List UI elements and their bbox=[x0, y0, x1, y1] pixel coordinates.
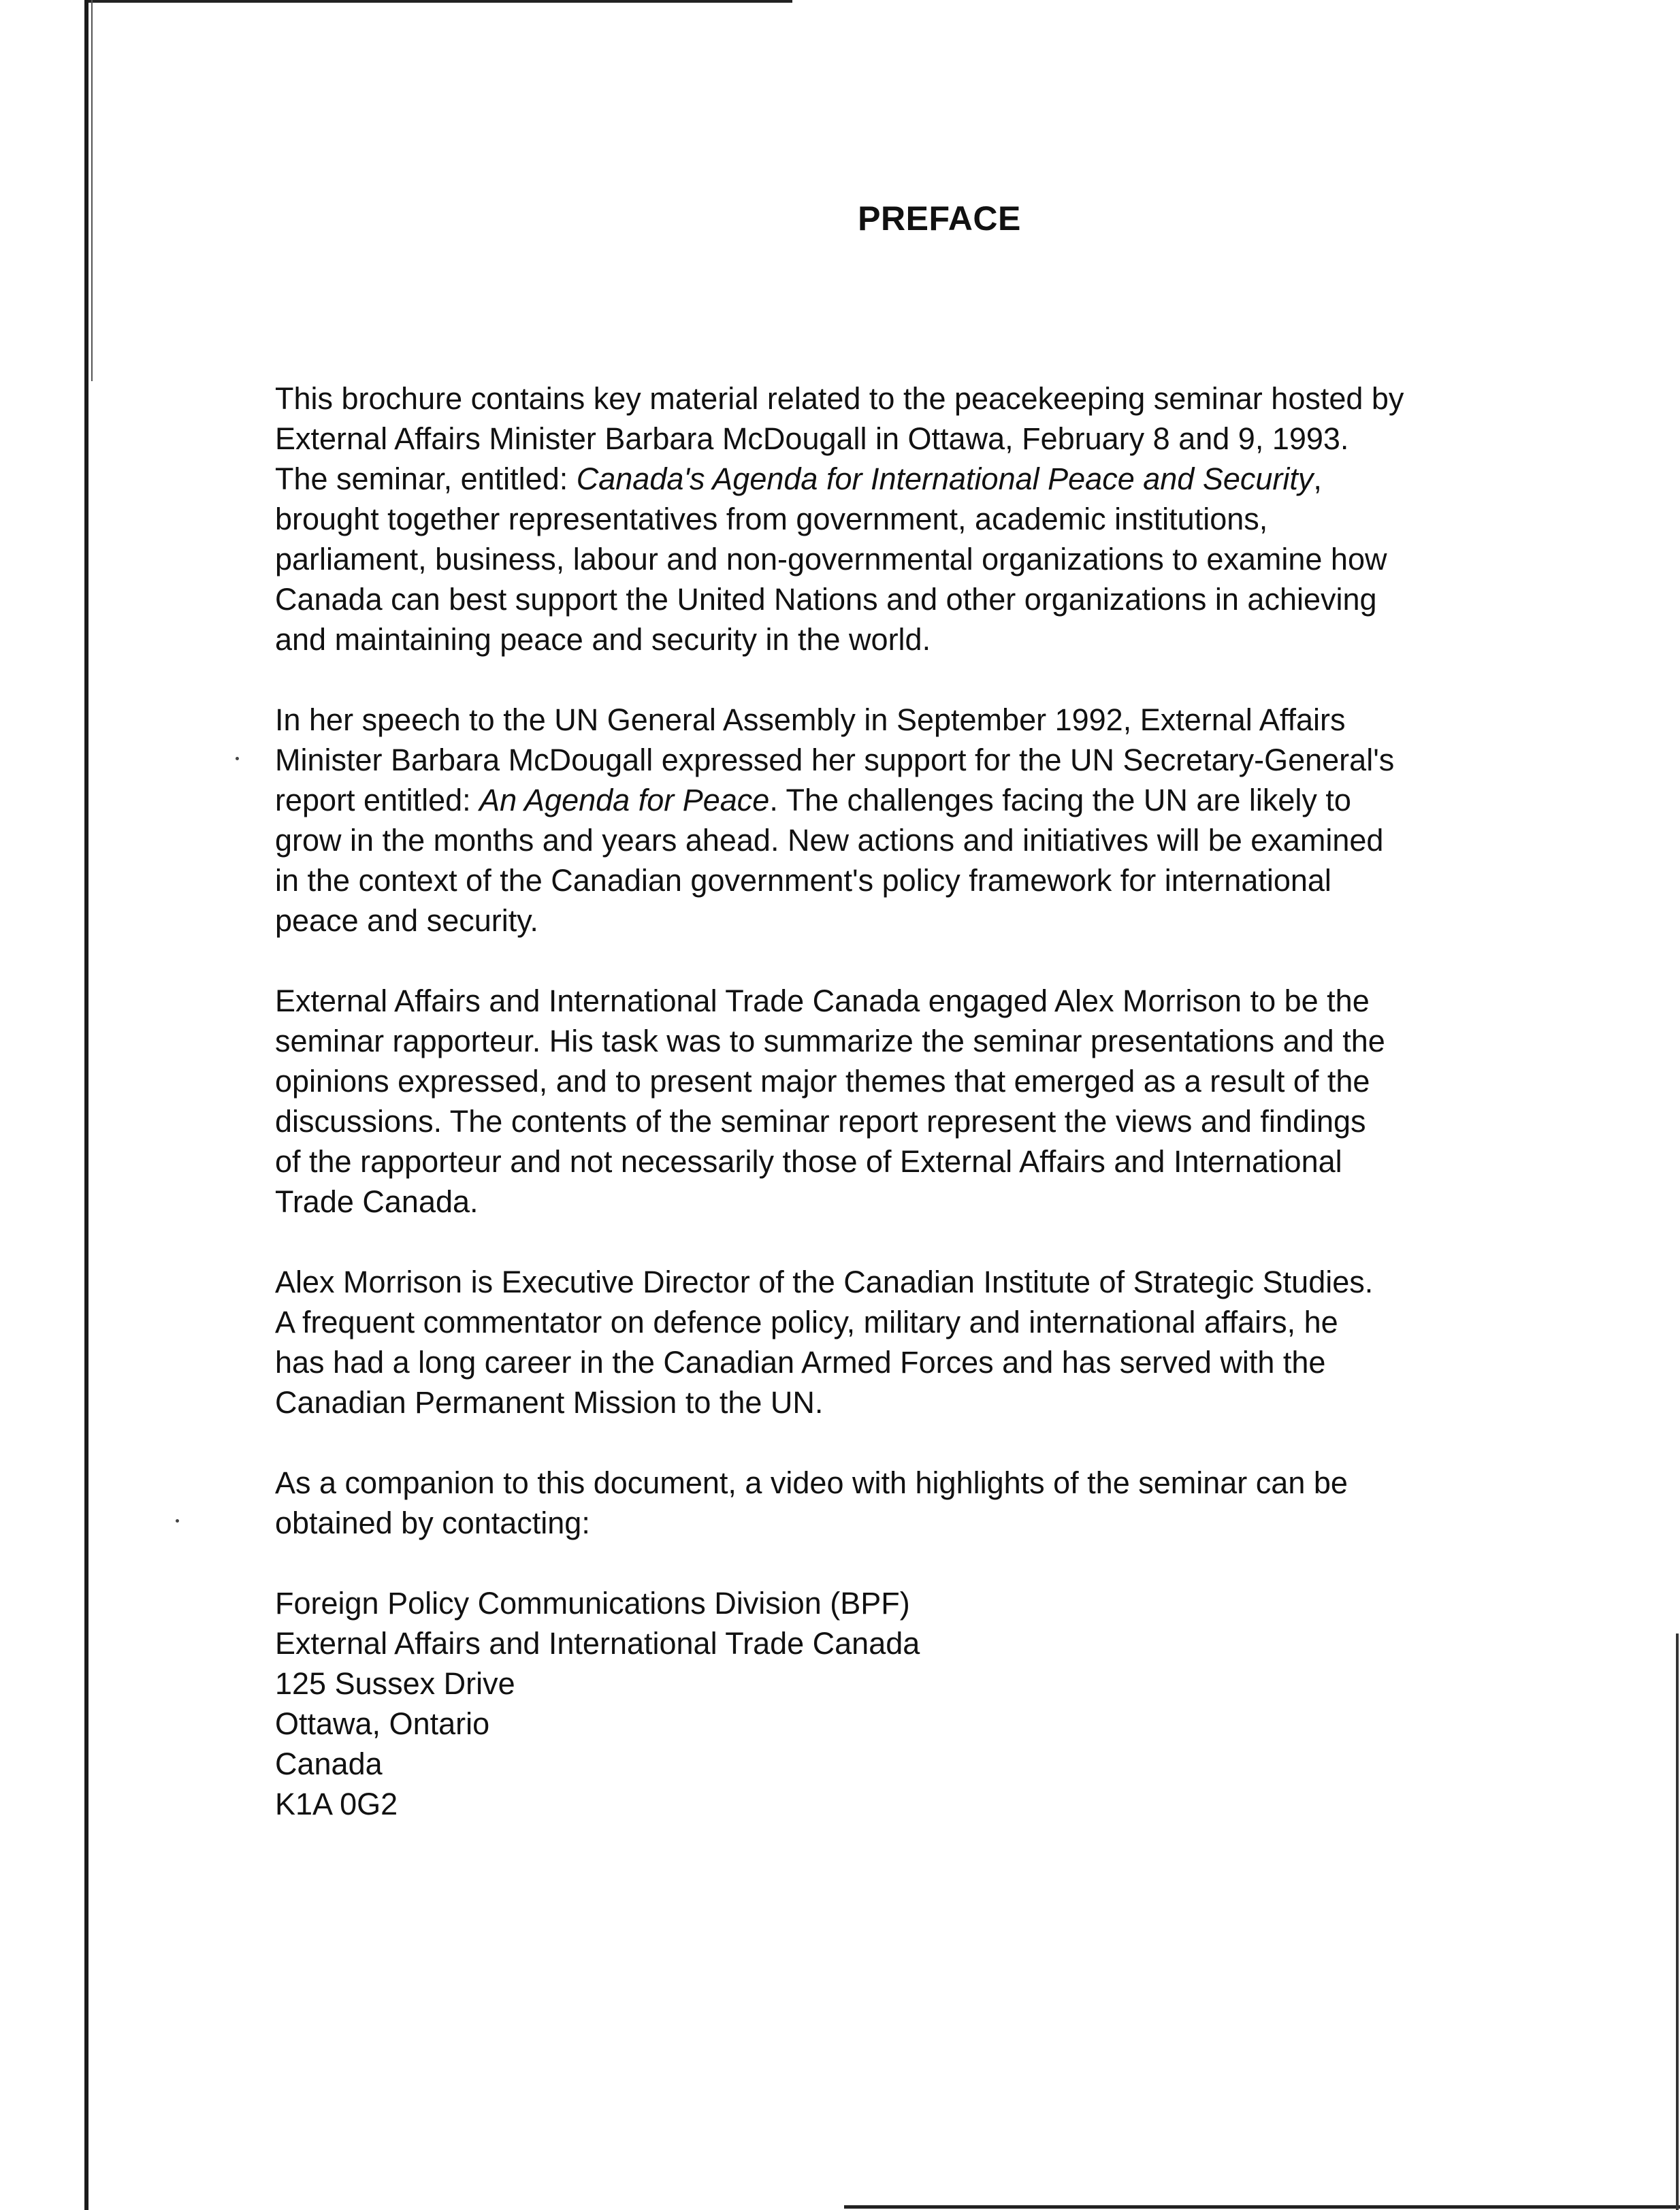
text-line bbox=[275, 579, 1623, 619]
text-line bbox=[275, 860, 1623, 900]
text-segment: grow in the months and years ahead. New actions and initiatives will be examined bbox=[275, 823, 1384, 858]
text-segment: in the context of the Canadian government's policy framework for international bbox=[275, 863, 1331, 898]
paragraph-5 bbox=[275, 1463, 1623, 1543]
text-segment: opinions expressed, and to present major themes that emerged as a result of the bbox=[275, 1064, 1370, 1099]
preface-body bbox=[275, 378, 1623, 1824]
text-line bbox=[275, 1182, 1623, 1222]
text-line bbox=[275, 1061, 1623, 1101]
address-line: Ottawa, Ontario bbox=[275, 1706, 490, 1741]
paragraph-2 bbox=[275, 700, 1623, 941]
text-segment: Trade Canada. bbox=[275, 1184, 479, 1219]
text-segment: Canadian Permanent Mission to the UN. bbox=[275, 1385, 824, 1420]
text-line bbox=[275, 740, 1623, 780]
text-line bbox=[275, 981, 1623, 1021]
scan-edge-right bbox=[1676, 1634, 1679, 2210]
text-line bbox=[275, 900, 1623, 941]
italic-title: An Agenda for Peace bbox=[479, 783, 770, 817]
text-segment: Alex Morrison is Executive Director of the Canadian Institute of Strategic Studies. bbox=[275, 1265, 1374, 1299]
paragraph-4 bbox=[275, 1262, 1623, 1423]
paragraph-list bbox=[275, 378, 1623, 1543]
text-segment: In her speech to the UN General Assembly in September 1992, External Affairs bbox=[275, 702, 1346, 737]
text-line bbox=[275, 1101, 1623, 1141]
contact-address bbox=[275, 1583, 1623, 1824]
text-line bbox=[275, 499, 1623, 539]
address-line: Canada bbox=[275, 1746, 383, 1781]
scan-edge-left bbox=[84, 0, 88, 2210]
text-segment: brought together representatives from government, academic institutions, bbox=[275, 502, 1268, 536]
text-line bbox=[275, 1382, 1623, 1423]
scan-speck bbox=[236, 757, 239, 760]
text-segment: As a companion to this document, a video with highlights of the seminar can be bbox=[275, 1465, 1348, 1500]
scan-edge-top bbox=[84, 0, 792, 3]
text-line bbox=[275, 378, 1623, 419]
text-line bbox=[275, 780, 1623, 820]
text-segment: A frequent commentator on defence policy, military and international affairs, he bbox=[275, 1305, 1338, 1339]
text-line bbox=[275, 700, 1623, 740]
text-segment: , bbox=[1313, 461, 1322, 496]
text-segment: This brochure contains key material related to the peacekeeping seminar hosted by bbox=[275, 381, 1404, 416]
text-segment: of the rapporteur and not necessarily those of External Affairs and International bbox=[275, 1144, 1342, 1179]
text-line bbox=[275, 459, 1623, 499]
text-line bbox=[275, 539, 1623, 579]
address-line: External Affairs and International Trade Canada bbox=[275, 1626, 920, 1661]
text-segment: External Affairs and International Trade Canada engaged Alex Morrison to be the bbox=[275, 984, 1370, 1018]
text-line bbox=[275, 1342, 1623, 1382]
address-line: 125 Sussex Drive bbox=[275, 1666, 515, 1701]
text-line bbox=[275, 419, 1623, 459]
text-line bbox=[275, 1503, 1623, 1543]
text-segment: External Affairs Minister Barbara McDougall in Ottawa, February 8 and 9, 1993. bbox=[275, 421, 1349, 456]
text-segment: obtained by contacting: bbox=[275, 1506, 590, 1540]
text-segment: parliament, business, labour and non-governmental organizations to examine how bbox=[275, 542, 1387, 576]
scan-edge-left-inner bbox=[91, 0, 93, 381]
text-segment: seminar rapporteur. His task was to summarize the seminar presentations and the bbox=[275, 1024, 1385, 1058]
text-line bbox=[275, 619, 1623, 660]
text-line bbox=[275, 1463, 1623, 1503]
address-line: K1A 0G2 bbox=[275, 1787, 398, 1821]
text-line bbox=[275, 1141, 1623, 1182]
address-line: Foreign Policy Communications Division (BPF) bbox=[275, 1586, 910, 1621]
italic-title: Canada's Agenda for International Peace and Security bbox=[576, 461, 1314, 496]
page-title: PREFACE bbox=[858, 199, 1021, 238]
text-line bbox=[275, 1302, 1623, 1342]
text-segment: The seminar, entitled: bbox=[275, 461, 577, 496]
text-segment: peace and security. bbox=[275, 903, 538, 938]
text-line bbox=[275, 1021, 1623, 1061]
text-segment: and maintaining peace and security in the world. bbox=[275, 622, 931, 657]
text-segment: . The challenges facing the UN are likely to bbox=[769, 783, 1351, 817]
text-line bbox=[275, 820, 1623, 860]
text-segment: report entitled: bbox=[275, 783, 480, 817]
text-segment: Canada can best support the United Nations and other organizations in achieving bbox=[275, 582, 1377, 617]
scan-edge-bottom bbox=[844, 2205, 1680, 2209]
scan-speck bbox=[176, 1519, 179, 1523]
paragraph-1 bbox=[275, 378, 1623, 660]
text-segment: discussions. The contents of the seminar report represent the views and findings bbox=[275, 1104, 1366, 1139]
text-segment: Minister Barbara McDougall expressed her support for the UN Secretary-General's bbox=[275, 743, 1395, 777]
text-segment: has had a long career in the Canadian Armed Forces and has served with the bbox=[275, 1345, 1326, 1380]
text-line bbox=[275, 1262, 1623, 1302]
paragraph-3 bbox=[275, 981, 1623, 1222]
